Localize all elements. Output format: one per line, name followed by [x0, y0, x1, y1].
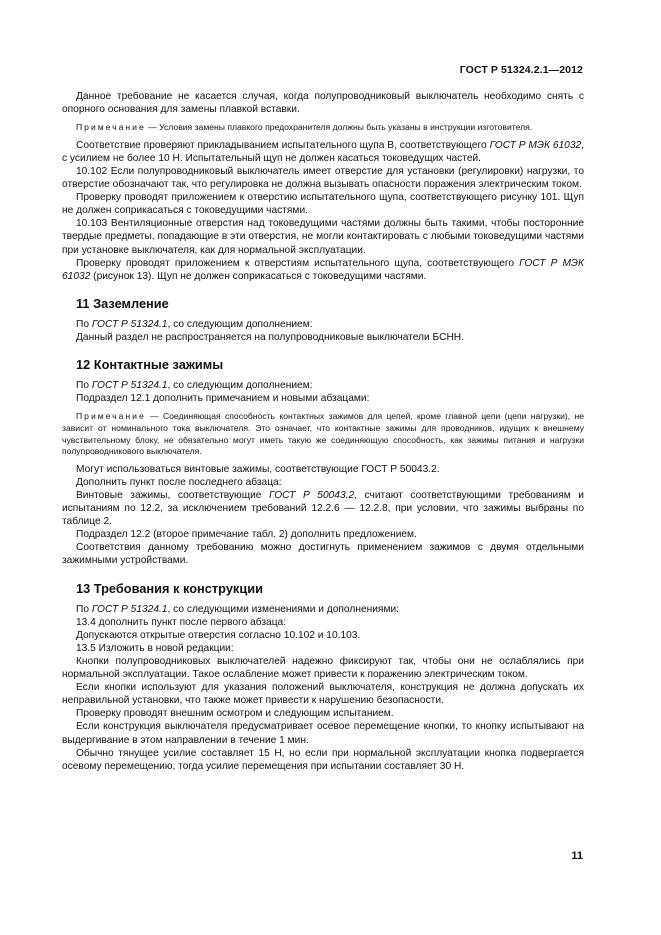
- note: [62, 411, 584, 457]
- paragraph: Данное требование не касается случая, когда полупроводниковый выключатель необходимо снять с опорного основания для замены плавкой вставки.: [62, 91, 584, 116]
- text-run: Соответствие проверяют прикладыванием испытательного щупа В, соответствующего: [76, 139, 490, 151]
- paragraph: [62, 603, 584, 616]
- text-run: , с усилием не более 10 Н. Испытательный щуп не должен касаться токоведущих частей.: [62, 139, 585, 164]
- standard-reference: ГОСТ Р 51324.1: [91, 603, 168, 615]
- paragraph: Подраздел 12.1 дополнить примечанием и новыми абзацами:: [76, 393, 370, 405]
- paragraph: Обычно тянущее усилие составляет 15 Н, но если при нормальной эксплуатации кнопка подвергается осевому перемещению, тогда усилие перемещения при испытании составляет 30 Н.: [62, 747, 584, 772]
- note-label: Примечание: [76, 122, 146, 133]
- paragraph: 10.102 Если полупроводниковый выключатель имеет отверстие для установки (регулировки) нагрузки, то отверстие обозначают так, что регулировка не должна вызывать опасности поражения электрическим током.: [62, 165, 584, 191]
- paragraph: Дополнить пункт после последнего абзаца:: [76, 476, 282, 488]
- paragraph: 13.5 Изложить в новой редакции:: [76, 642, 234, 654]
- page-number: 11: [571, 850, 583, 862]
- standard-reference: ГОСТ Р МЭК 61032: [489, 139, 582, 151]
- text-run: По: [76, 380, 92, 392]
- section-heading-12: 12 Контактные зажимы: [76, 357, 224, 373]
- paragraph: Проверку проводят внешним осмотром и следующим испытанием.: [76, 708, 394, 720]
- paragraph: Соответствия данному требованию можно достигнуть применением зажимов с двумя отдельными зажимными устройствами.: [62, 542, 584, 567]
- standard-reference: ГОСТ Р МЭК 61032: [62, 257, 584, 282]
- note-label: Примечание: [76, 411, 146, 422]
- paragraph: Если кнопки используют для указания положений выключателя, конструкция не должна допускать их неправильной установки, что также может привести к нарушению безопасности.: [62, 682, 584, 707]
- standard-reference: ГОСТ Р 51324.1: [91, 380, 168, 392]
- paragraph: Кнопки полупроводниковых выключателей надежно фиксируют так, чтобы они не ослаблялись при нормальной эксплуатации. Такое ослабление может привести к поражению электрическим током.: [62, 655, 584, 681]
- paragraph: [62, 257, 584, 283]
- text-run: По: [76, 318, 92, 330]
- standard-reference: ГОСТ Р 50043.2: [269, 489, 355, 501]
- paragraph: Подраздел 12.2 (второе примечание табл. 2) дополнить предложением.: [76, 529, 417, 541]
- page-body: [62, 90, 584, 773]
- text-run: Проверку проводят приложением к отверстиям испытательного щупа, соответствующего: [76, 257, 520, 269]
- paragraph: [62, 318, 584, 331]
- paragraph: Если конструкция выключателя предусматривает осевое перемещение кнопки, то кнопку испытывают на выдергивание в этом направлении в течение 1 мин.: [62, 721, 584, 746]
- section-heading-11: 11 Заземление: [76, 295, 169, 311]
- standard-reference: ГОСТ Р 51324.1: [91, 318, 168, 330]
- paragraph: Проверку проводят приложением к отверстию испытательного щупа, соответствующего рисунку 101. Щуп не должен соприкасаться с токоведущими частями.: [62, 192, 584, 217]
- text-run: Винтовые зажимы, соответствующие: [76, 489, 270, 501]
- text-run: , со следующими изменениями и дополнениями:: [167, 603, 399, 615]
- document-header: ГОСТ Р 51324.2.1—2012: [459, 64, 583, 76]
- note: [62, 122, 584, 134]
- text-run: По: [76, 603, 92, 615]
- note-text: — Соединяющая способность контактных зажимов для цепей, кроме главной цепи (цепи нагрузки), не зависит от номинального тока выключателя. Это означает, что контактные зажимы для проводников, идущих к внешнему чувствительному блоку, не обязательно могут иметь такую же соединяющую способность, как зажимы питания и нагрузки полупроводникового выключателя.: [62, 411, 584, 457]
- text-run: , со следующим дополнением:: [167, 318, 313, 330]
- paragraph: Могут использоваться винтовые зажимы, соответствующие ГОСТ Р 50043.2.: [76, 463, 440, 475]
- paragraph: Допускаются открытые отверстия согласно 10.102 и 10.103.: [76, 629, 361, 641]
- paragraph: 13.4 дополнить пункт после первого абзаца:: [76, 616, 287, 628]
- paragraph: 10.103 Вентиляционные отверстия над токоведущими частями должны быть такими, чтобы посторонние твердые предметы, попадающие в эти отверстия, не могли контактировать с любыми токоведущими частями при установке выключателя, как для нормальной эксплуатации.: [62, 218, 584, 256]
- paragraph: [62, 139, 584, 165]
- note-text: — Условия замены плавкого предохранителя должны быть указаны в инструкции изготовителя.: [145, 122, 533, 133]
- text-run: (рисунок 13). Щуп не должен соприкасаться с токоведущими частями.: [90, 270, 427, 282]
- text-run: , со следующим дополнением:: [167, 380, 313, 392]
- paragraph: [62, 379, 584, 392]
- paragraph: Данный раздел не распространяется на полупроводниковые выключатели БСНН.: [76, 332, 464, 343]
- section-heading-13: 13 Требования к конструкции: [76, 580, 263, 596]
- text-run: , считают соответствующими требованиям и испытаниям по 12.2, за исключением требований 12.2.6 — 12.2.8, при условии, что зажимы выбраны по таблице 2.: [62, 489, 584, 528]
- paragraph: [62, 489, 584, 528]
